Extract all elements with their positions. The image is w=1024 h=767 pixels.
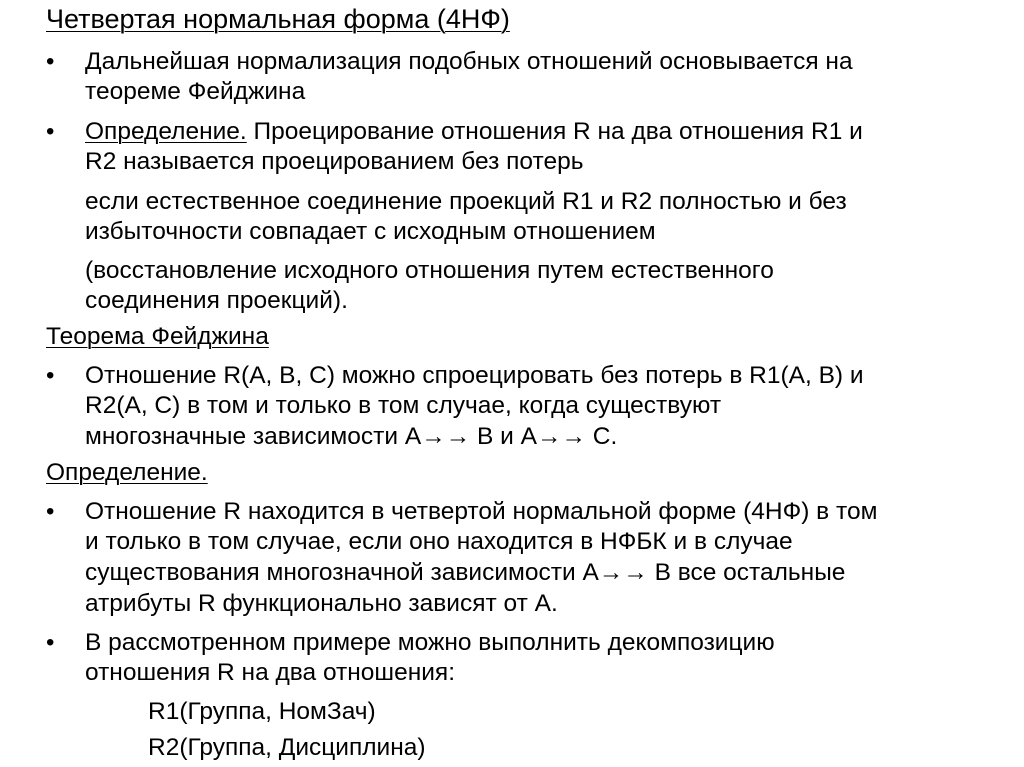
bullet-marker: • [46, 48, 55, 75]
bullet-1-line-1: Дальнейшая нормализация подобных отношений основывается на [85, 48, 853, 75]
bullet-3-line-1: Отношение R(A, B, C) можно спроецировать без потерь в R1(A, B) и [85, 362, 864, 389]
bullet-2-line-2: R2 называется проецированием без потерь [85, 148, 584, 175]
bullet-4-line-3: существования многозначной зависимости A→→ B все остальные [85, 559, 846, 586]
bullet-marker: • [46, 118, 55, 145]
bullet-4-line-1: Отношение R находится в четвертой нормальной форме (4НФ) в том [85, 498, 878, 525]
bullet-3-line-3: многозначные зависимости A→→ B и A→→ C. [85, 423, 618, 450]
relation-r2: R2(Группа, Дисциплина) [148, 734, 426, 761]
bullet-2-line-4: избыточности совпадает с исходным отношением [85, 218, 656, 245]
bullet-4-line-4: атрибуты R функционально зависят от A. [85, 590, 558, 617]
bullet-2-line-6: соединения проекций). [85, 287, 348, 314]
bullet-marker: • [46, 362, 55, 389]
slide-title: Четвертая нормальная форма (4НФ) [46, 4, 510, 34]
theorem-heading: Теорема Фейджина [46, 323, 269, 350]
bullet-2-line-1 [85, 117, 863, 147]
bullet-5-line-1: В рассмотренном примере можно выполнить декомпозицию [85, 629, 775, 656]
bullet-4-line-2: и только в том случае, если оно находится в НФБК и в случае [85, 528, 793, 555]
bullet-2-line-3: если естественное соединение проекций R1 и R2 полностью и без [85, 188, 847, 215]
definition-heading: Определение. [46, 459, 208, 486]
bullet-3-line-2: R2(A, C) в том и только в том случае, когда существуют [85, 392, 722, 419]
bullet-2-line-1-rest: Проецирование отношения R на два отношения R1 и [246, 118, 863, 145]
bullet-1-line-2: теореме Фейджина [85, 78, 306, 105]
definition-label: Определение. [85, 118, 247, 145]
bullet-2-line-5: (восстановление исходного отношения путем естественного [85, 257, 774, 284]
relation-r1: R1(Группа, НомЗач) [148, 698, 376, 725]
bullet-marker: • [46, 498, 55, 525]
bullet-marker: • [46, 629, 55, 656]
bullet-5-line-2: отношения R на два отношения: [85, 659, 456, 686]
